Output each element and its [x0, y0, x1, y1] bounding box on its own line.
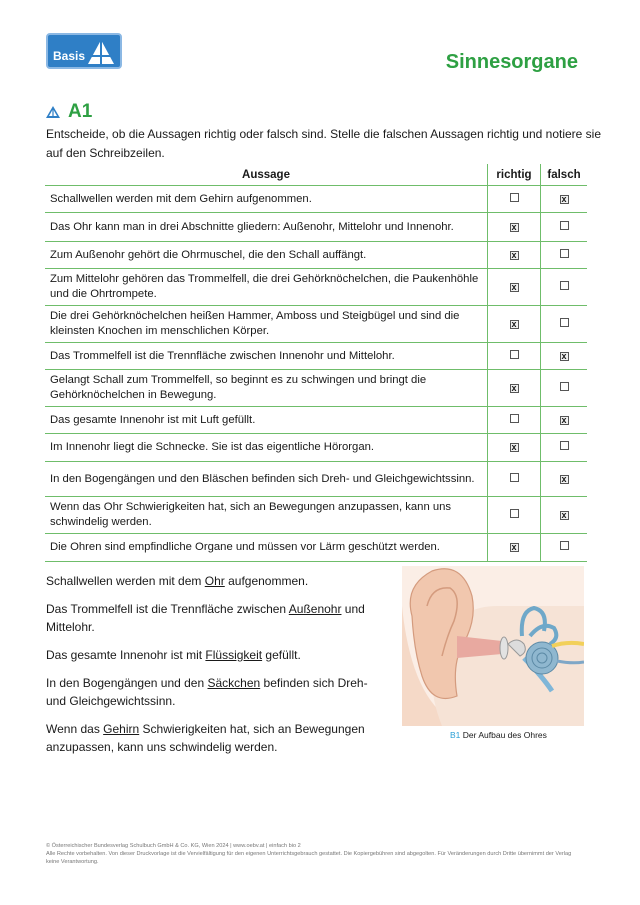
correct-cell	[488, 497, 541, 534]
correct-cell	[488, 407, 541, 434]
answer-line: Das Trommelfell ist die Trennfläche zwischen Außenohr und Mittelohr.	[46, 602, 365, 634]
wrong-cell	[541, 269, 588, 306]
column-header-correct: richtig	[488, 164, 541, 186]
wrong-cell	[541, 370, 588, 407]
figure-caption	[450, 730, 547, 740]
correct-cell	[488, 434, 541, 462]
correct-checkbox[interactable]: x	[511, 542, 517, 552]
logo-text: Basis	[53, 49, 86, 63]
ear-anatomy-illustration	[402, 566, 584, 726]
statement-text: Schallwellen werden mit dem Gehirn aufgenommen.	[45, 186, 488, 213]
basis-logo	[46, 33, 122, 69]
answer-line: Das gesamte Innenohr ist mit Flüssigkeit gefüllt.	[46, 648, 301, 662]
correct-checkbox[interactable]: x	[511, 382, 517, 393]
wrong-checkbox[interactable]	[560, 541, 569, 550]
correct-checkbox[interactable]: x	[511, 221, 517, 232]
corrected-word: Säckchen	[207, 676, 261, 690]
wrong-cell	[541, 407, 588, 434]
wrong-cell	[541, 434, 588, 462]
table-row	[45, 370, 587, 407]
correct-cell	[488, 242, 541, 269]
statement-text: In den Bogengängen und den Bläschen befinden sich Dreh- und Gleichgewichtssinn.	[45, 462, 488, 497]
footer-copyright: © Österreichischer Bundesverlag Schulbuch GmbH & Co. KG, Wien 2024 | www.oebv.at | einfach bio 2	[46, 843, 301, 849]
column-header-statement: Aussage	[45, 164, 488, 186]
statement-text: Gelangt Schall zum Trommelfell, so beginnt es zu schwingen und bringt die Gehörknöchelchen in Bewegung.	[45, 370, 488, 407]
wrong-cell	[541, 497, 588, 534]
statements-table	[45, 164, 587, 562]
corrected-word: Ohr	[204, 574, 225, 588]
wrong-cell	[541, 534, 588, 562]
wrong-cell	[541, 186, 588, 213]
correct-checkbox[interactable]	[510, 414, 519, 423]
footer-rights: Alle Rechte vorbehalten. Von dieser Druckvorlage ist die Vervielfältigung für den eigenen Unterrichtsgebrauch gestattet. Die Kopiergebühren sind abgegolten. Für Veränderungen durch Dritte übernimmt der Verlag keine Verantwortung.	[46, 851, 572, 865]
wrong-checkbox[interactable]	[560, 281, 569, 290]
pyramid-icon	[86, 38, 116, 66]
ear-anatomy-figure	[402, 566, 584, 726]
task-heading	[46, 101, 92, 123]
correct-cell	[488, 462, 541, 497]
figure-number: B1	[450, 730, 461, 740]
correct-checkbox[interactable]: x	[511, 318, 517, 329]
correct-cell	[488, 186, 541, 213]
statement-text: Im Innenohr liegt die Schnecke. Sie ist das eigentliche Hörorgan.	[45, 434, 488, 462]
correct-checkbox[interactable]	[510, 473, 519, 482]
correct-checkbox[interactable]	[510, 509, 519, 518]
table-row	[45, 213, 587, 242]
corrected-word: Außenohr	[288, 602, 342, 616]
wrong-checkbox[interactable]: x	[561, 509, 567, 520]
wrong-checkbox[interactable]: x	[561, 193, 567, 204]
wrong-cell	[541, 462, 588, 497]
correct-checkbox[interactable]: x	[511, 249, 517, 260]
correct-cell	[488, 269, 541, 306]
wrong-checkbox[interactable]	[560, 382, 569, 391]
statement-text: Zum Außenohr gehört die Ohrmuschel, die den Schall auffängt.	[45, 242, 488, 269]
correct-cell	[488, 534, 541, 562]
table-row	[45, 186, 587, 213]
correct-cell	[488, 343, 541, 370]
table-row	[45, 462, 587, 497]
figure-caption-text: Der Aufbau des Ohres	[462, 730, 547, 740]
statement-text: Zum Mittelohr gehören das Trommelfell, die drei Gehörknöchelchen, die Paukenhöhle und die Ohrtrompete.	[45, 269, 488, 306]
correct-checkbox[interactable]: x	[511, 281, 517, 292]
answer-lines	[46, 572, 376, 766]
correct-cell	[488, 213, 541, 242]
table-header-row	[45, 164, 587, 186]
wrong-cell	[541, 242, 588, 269]
statement-text: Wenn das Ohr Schwierigkeiten hat, sich an Bewegungen anzupassen, kann uns schwindelig werden.	[45, 497, 488, 534]
wrong-cell	[541, 306, 588, 343]
table-row	[45, 407, 587, 434]
page-title: Sinnesorgane	[445, 51, 578, 73]
correct-cell	[488, 306, 541, 343]
corrected-word: Gehirn	[103, 722, 140, 736]
statement-text: Die drei Gehörknöchelchen heißen Hammer, Amboss und Steigbügel und sind die kleinsten Knochen im menschlichen Körper.	[45, 306, 488, 343]
column-header-wrong: falsch	[541, 164, 588, 186]
wrong-checkbox[interactable]: x	[561, 350, 567, 361]
statement-text: Das gesamte Innenohr ist mit Luft gefüllt.	[45, 407, 488, 434]
statement-text: Die Ohren sind empfindliche Organe und müssen vor Lärm geschützt werden.	[45, 534, 488, 562]
table-row	[45, 306, 587, 343]
wrong-cell	[541, 213, 588, 242]
task-label: A1	[68, 101, 93, 122]
answer-line: Wenn das Gehirn Schwierigkeiten hat, sich an Bewegungen anzupassen, kann uns schwindelig werden.	[46, 722, 365, 754]
correct-checkbox[interactable]: x	[511, 442, 517, 452]
footer	[46, 842, 586, 866]
wrong-cell	[541, 343, 588, 370]
answer-line: In den Bogengängen und den Säckchen befinden sich Dreh- und Gleichgewichtssinn.	[46, 676, 368, 708]
table-row	[45, 534, 587, 562]
table-row	[45, 242, 587, 269]
wrong-checkbox[interactable]	[560, 318, 569, 327]
table-row	[45, 497, 587, 534]
wrong-checkbox[interactable]	[560, 221, 569, 230]
wrong-checkbox[interactable]: x	[561, 414, 567, 425]
correct-cell	[488, 370, 541, 407]
answer-line: Schallwellen werden mit dem Ohr aufgenommen.	[46, 574, 309, 588]
task-instructions: Entscheide, ob die Aussagen richtig oder falsch sind. Stelle die falschen Aussagen richtig und notiere sie auf den Schreibzeilen.	[46, 127, 602, 160]
correct-checkbox[interactable]	[510, 193, 519, 202]
table-row	[45, 434, 587, 462]
statement-text: Das Trommelfell ist die Trennfläche zwischen Innenohr und Mittelohr.	[45, 343, 488, 370]
wrong-checkbox[interactable]	[560, 441, 569, 450]
wrong-checkbox[interactable]: x	[561, 473, 567, 484]
difficulty-icon	[46, 106, 60, 118]
correct-checkbox[interactable]	[510, 350, 519, 359]
statement-text: Das Ohr kann man in drei Abschnitte gliedern: Außenohr, Mittelohr und Innenohr.	[45, 213, 488, 242]
table-row	[45, 343, 587, 370]
table-row	[45, 269, 587, 306]
corrected-word: Flüssigkeit	[205, 648, 263, 662]
wrong-checkbox[interactable]	[560, 249, 569, 258]
